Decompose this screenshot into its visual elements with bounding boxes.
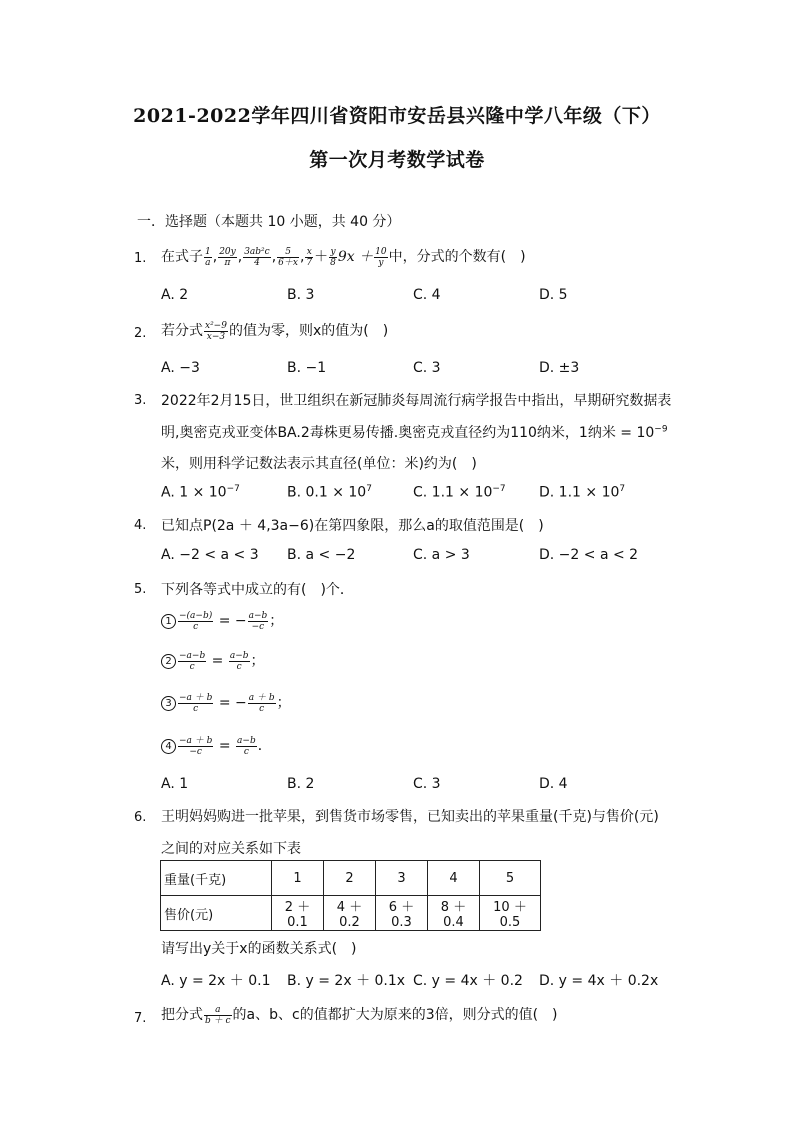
fraction: $\frac{10}{y}$ [375,246,387,268]
question-3-line2: 明,奥密克戎亚变体BA.2毒株更易传播.奥密克戎直径约为110纳米，1纳米 = $10^{-9}$ [161,424,668,441]
question-7-number: 7. [134,1011,147,1026]
question-1-stem: 在式子 $\frac{1}{a}$ , $\frac{20y}{\pi}$ , $\frac{\text{3ab²c}}{4}$ , $\frac{5}{6+x}$ , $\frac{x}{7}$ ＋ $\frac{y}{8}$ 9x ＋ $\frac{10}{y}$ 中，分式的个数有( ) [161,246,526,268]
circled-number: 1 [161,614,176,629]
question-4-option-d: D. −2 < a < 2 [539,547,639,563]
question-1-option-b: B. 3 [287,287,315,303]
question-5-option-d: D. 4 [539,776,568,792]
question-5-equation-1: 1 $\frac{-(a-b)}{c}$ = − $\frac{a-b}{-c}$ ； [161,610,283,632]
question-4-option-a: A. −2 < a < 3 [161,547,259,563]
question-2-number: 2. [134,326,147,341]
question-3-line1: 2022年2月15日，世卫组织在新冠肺炎每周流行病学报告中指出，早期研究数据表 [161,393,672,409]
question-6-option-b: B. y = 2x ＋ 0.1x [287,973,406,989]
question-2-option-b: B. −1 [287,360,327,376]
table-row [161,861,541,896]
table-cell: 1 [272,861,324,896]
exam-title-line1: 2021-2022学年四川省资阳市安岳县兴隆中学八年级（下） [133,105,661,127]
question-2-option-a: A. −3 [161,360,200,376]
question-6-line3: 请写出y关于x的函数关系式( ) [161,941,357,957]
question-3-option-b: B. $0.1 \times 10^7$ [287,484,372,501]
weight-price-table [160,860,541,931]
table-cell: 3 [376,861,428,896]
table-cell: 售价(元) [161,896,272,931]
question-6-line2: 之间的对应关系如下表 [161,841,301,857]
question-6-option-a: A. y = 2x ＋ 0.1 [161,973,271,989]
table-cell: 重量(千克) [161,861,272,896]
fraction: $\frac{\text{x²−9}}{x-3}$ [205,320,227,342]
question-3-option-d: D. $1.1 \times 10^7$ [539,484,626,501]
table-cell: 5 [480,861,541,896]
table-cell: 2 ＋ 0.1 [272,896,324,931]
question-1-option-d: D. 5 [539,287,568,303]
question-2-option-d: D. ±3 [539,360,580,376]
question-5-option-c: C. 3 [413,776,441,792]
question-5-stem: 下列各等式中成立的有( )个． [161,582,354,598]
question-7-stem: 把分式 $\frac{a}{b + c}$ 的a、b、c的值都扩大为原来的3倍，则分式的值( ) [161,1004,558,1026]
fraction: $\frac{1}{a}$ [205,246,211,268]
question-5-equation-3: 3 $\frac{-a + b}{c}$ = − $\frac{a + b}{c}$ ； [161,692,291,714]
question-5-number: 5. [134,582,147,597]
circled-number: 4 [161,739,176,754]
circled-number: 2 [161,654,176,669]
fraction: $\frac{\text{3ab²c}}{4}$ [244,246,270,268]
fraction: $\frac{5}{6+x}$ [278,246,298,268]
fraction: $\frac{20y}{\pi}$ [219,246,236,268]
question-5-option-b: B. 2 [287,776,315,792]
question-6-number: 6. [134,810,147,825]
table-row [161,896,541,931]
question-4-option-c: C. a > 3 [413,547,470,563]
question-1-option-a: A. 2 [161,287,189,303]
fraction: $\frac{y}{8}$ [330,246,336,268]
question-1-number: 1. [134,251,147,266]
question-1-option-c: C. 4 [413,287,441,303]
question-5-option-a: A. 1 [161,776,189,792]
question-3-option-a: A. $1 \times 10^{-7}$ [161,484,240,501]
circled-number: 3 [161,696,176,711]
table-cell: 10 ＋ 0.5 [480,896,541,931]
table-cell: 8 ＋ 0.4 [428,896,480,931]
question-3-line3: 米，则用科学记数法表示其直径(单位：米)约为( ) [161,456,477,472]
exam-title-line2: 第一次月考数学试卷 [309,149,485,171]
question-6-option-c: C. y = 4x ＋ 0.2 [413,973,523,989]
question-3-number: 3. [134,393,147,408]
question-4-stem: 已知点P(2a ＋ 4,3a−6)在第四象限，那么a的取值范围是( ) [161,518,544,534]
fraction: $\frac{a}{b + c}$ [205,1004,231,1026]
question-4-number: 4. [134,518,147,533]
question-2-stem: 若分式 $\frac{\text{x²−9}}{x-3}$ 的值为零，则x的值为( ) [161,320,389,342]
question-4-option-b: B. a < −2 [287,547,356,563]
question-2-option-c: C. 3 [413,360,441,376]
table-cell: 4 ＋ 0.2 [324,896,376,931]
fraction: $\frac{x}{7}$ [306,246,313,268]
section-heading: 一．选择题（本题共 10 小题，共 40 分） [137,214,401,230]
question-5-equation-4: 4 $\frac{-a + b}{-c}$ = $\frac{a-b}{c}$ ． [161,735,272,757]
table-cell: 4 [428,861,480,896]
question-5-equation-2: 2 $\frac{-a-b}{c}$ = $\frac{a-b}{c}$ ； [161,650,265,672]
question-6-option-d: D. y = 4x ＋ 0.2x [539,973,659,989]
question-6-line1: 王明妈妈购进一批苹果，到售货市场零售，已知卖出的苹果重量(千克)与售价(元) [161,809,659,825]
question-3-option-c: C. $1.1 \times 10^{-7}$ [413,484,506,501]
table-cell: 6 ＋ 0.3 [376,896,428,931]
table-cell: 2 [324,861,376,896]
